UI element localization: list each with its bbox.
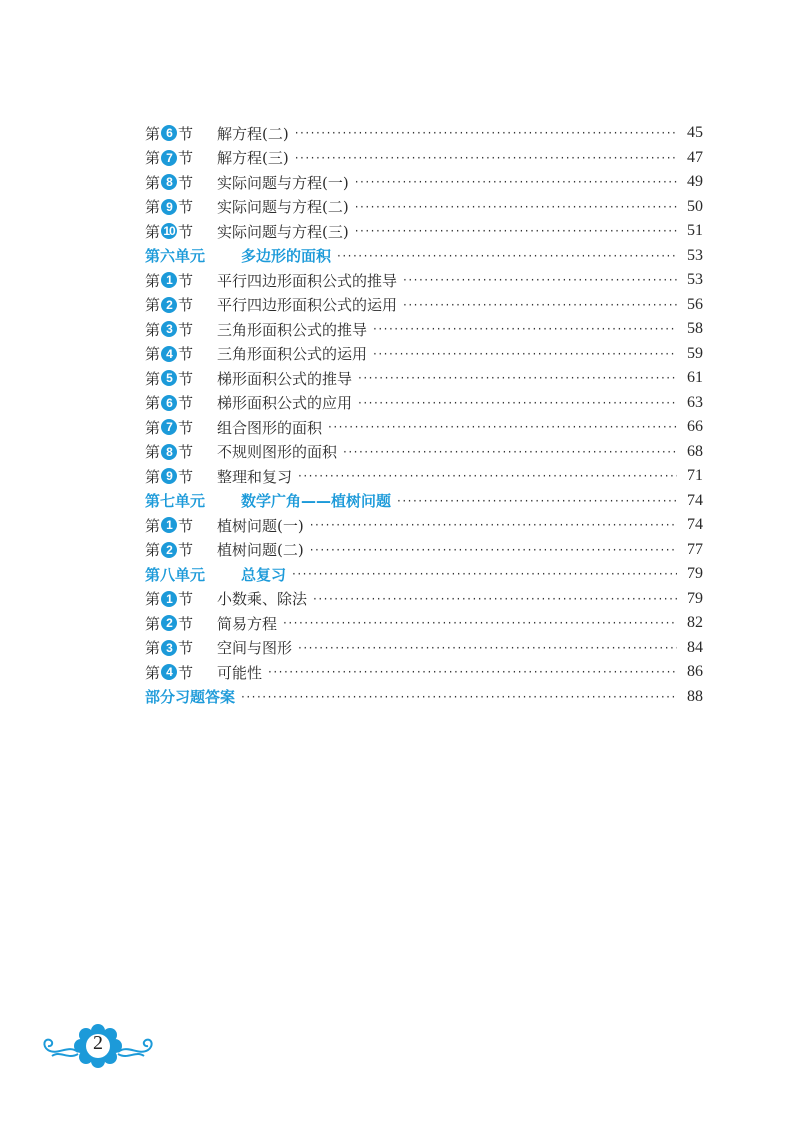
entry-title: 空间与图形: [217, 639, 293, 658]
section-label: [145, 147, 217, 168]
section-suffix: 节: [178, 516, 194, 535]
entry-page-number: 53: [687, 271, 703, 289]
section-suffix: 节: [178, 614, 194, 633]
entry-page-number: 50: [687, 197, 703, 215]
toc-unit-entry[interactable]: [145, 489, 703, 514]
section-number-badge: 9: [161, 199, 177, 215]
section-suffix: 节: [178, 124, 194, 143]
entry-title: 梯形面积公式的推导: [217, 369, 353, 388]
entry-page-number: 79: [687, 565, 703, 583]
section-suffix: 节: [178, 663, 194, 682]
entry-page-number: 58: [687, 320, 703, 338]
entry-page-number: 66: [687, 418, 703, 436]
toc-section-entry[interactable]: [145, 464, 703, 489]
entry-page-number: 56: [687, 295, 703, 313]
section-prefix: 第: [145, 590, 161, 609]
entry-page-number: 74: [687, 491, 703, 509]
toc-section-entry[interactable]: [145, 611, 703, 636]
dot-leader: [295, 151, 677, 165]
entry-title: 总复习: [241, 565, 287, 584]
entry-title: 实际问题与方程(二): [217, 198, 349, 217]
entry-page-number: 74: [687, 516, 703, 534]
entry-page-number: 84: [687, 638, 703, 656]
entry-page-number: 63: [687, 393, 703, 411]
section-suffix: 节: [178, 541, 194, 560]
section-prefix: 第: [145, 663, 161, 682]
section-label: [145, 368, 217, 389]
toc-section-entry[interactable]: [145, 342, 703, 367]
dot-leader: [313, 592, 677, 606]
section-suffix: 节: [178, 320, 194, 339]
entry-page-number: 59: [687, 344, 703, 362]
entry-title: 实际问题与方程(三): [217, 222, 349, 241]
section-suffix: 节: [178, 296, 194, 315]
dot-leader: [358, 396, 677, 410]
section-number-badge: 3: [161, 321, 177, 337]
section-prefix: 第: [145, 173, 161, 192]
dot-leader: [310, 518, 677, 532]
section-number-badge: 2: [161, 615, 177, 631]
dot-leader: [397, 494, 677, 508]
dot-leader: [358, 371, 677, 385]
entry-title: 三角形面积公式的推导: [217, 320, 368, 339]
toc-section-entry[interactable]: [145, 660, 703, 685]
toc-section-entry[interactable]: [145, 391, 703, 416]
entry-title: 植树问题(二): [217, 541, 304, 560]
section-label: [145, 392, 217, 413]
entry-title: 实际问题与方程(一): [217, 173, 349, 192]
section-label: [145, 221, 217, 242]
section-prefix: 第: [145, 124, 161, 143]
entry-page-number: 88: [687, 687, 703, 705]
section-prefix: 第: [145, 614, 161, 633]
section-label: [145, 588, 217, 609]
entry-page-number: 68: [687, 442, 703, 460]
toc-section-entry[interactable]: [145, 538, 703, 563]
entry-title: 平行四边形面积公式的运用: [217, 296, 398, 315]
section-prefix: 第: [145, 345, 161, 364]
section-label: [145, 515, 217, 536]
section-number-badge: 8: [161, 174, 177, 190]
dot-leader: [310, 543, 677, 557]
toc-section-entry[interactable]: [145, 121, 703, 146]
entry-title: 组合图形的面积: [217, 418, 323, 437]
section-number-badge: 6: [161, 395, 177, 411]
section-suffix: 节: [178, 173, 194, 192]
section-suffix: 节: [178, 222, 194, 241]
section-prefix: 第: [145, 467, 161, 486]
section-prefix: 第: [145, 418, 161, 437]
section-number-badge: 2: [161, 297, 177, 313]
section-label: [145, 123, 217, 144]
dot-leader: [403, 298, 677, 312]
section-number-badge: 4: [161, 346, 177, 362]
section-suffix: 节: [178, 639, 194, 658]
page-number: 2: [93, 1032, 103, 1054]
section-suffix: 节: [178, 443, 194, 462]
unit-label: 第七单元: [145, 492, 206, 511]
dot-leader: [298, 641, 677, 655]
section-number-badge: 4: [161, 664, 177, 680]
section-suffix: 节: [178, 149, 194, 168]
section-suffix: 节: [178, 369, 194, 388]
entry-title: 多边形的面积: [241, 247, 332, 266]
dot-leader: [355, 224, 677, 238]
dot-leader: [298, 469, 677, 483]
toc-section-entry[interactable]: [145, 268, 703, 293]
section-label: [145, 613, 217, 634]
section-prefix: 第: [145, 516, 161, 535]
section-number-badge: 1: [161, 591, 177, 607]
entry-page-number: 47: [687, 148, 703, 166]
entry-page-number: 79: [687, 589, 703, 607]
section-label: [145, 441, 217, 462]
section-suffix: 节: [178, 345, 194, 364]
entry-title: 部分习题答案: [145, 688, 236, 707]
section-label: [145, 662, 217, 683]
section-suffix: 节: [178, 418, 194, 437]
section-label: [145, 417, 217, 438]
toc-unit-entry[interactable]: [145, 562, 703, 587]
section-label: [145, 294, 217, 315]
entry-title: 解方程(二): [217, 124, 289, 143]
dot-leader: [373, 322, 677, 336]
toc-section-entry[interactable]: [145, 146, 703, 171]
entry-title: 植树问题(一): [217, 516, 304, 535]
toc-section-entry[interactable]: [145, 587, 703, 612]
dot-leader: [343, 445, 677, 459]
section-number-badge: 6: [161, 125, 177, 141]
unit-label: 第八单元: [145, 565, 206, 584]
section-number-badge: 7: [161, 150, 177, 166]
toc-section-entry[interactable]: [145, 170, 703, 195]
section-suffix: 节: [178, 271, 194, 290]
section-prefix: 第: [145, 149, 161, 168]
section-number-badge: 5: [161, 370, 177, 386]
dot-leader: [292, 567, 677, 581]
section-label: [145, 466, 217, 487]
dot-leader: [241, 690, 677, 704]
toc-section-entry[interactable]: [145, 195, 703, 220]
section-number-badge: 10: [161, 223, 177, 239]
section-number-badge: 1: [161, 517, 177, 533]
entry-page-number: 61: [687, 369, 703, 387]
toc-section-entry[interactable]: [145, 513, 703, 538]
section-prefix: 第: [145, 320, 161, 339]
section-number-badge: 7: [161, 419, 177, 435]
entry-title: 简易方程: [217, 614, 278, 633]
toc-unit-entry[interactable]: [145, 685, 703, 710]
toc-section-entry[interactable]: [145, 219, 703, 244]
entry-title: 平行四边形面积公式的推导: [217, 271, 398, 290]
entry-page-number: 51: [687, 222, 703, 240]
section-number-badge: 9: [161, 468, 177, 484]
dot-leader: [295, 126, 677, 140]
entry-page-number: 77: [687, 540, 703, 558]
entry-title: 整理和复习: [217, 467, 293, 486]
toc-section-entry[interactable]: [145, 440, 703, 465]
entry-page-number: 82: [687, 614, 703, 632]
entry-title: 不规则图形的面积: [217, 443, 338, 462]
entry-title: 梯形面积公式的应用: [217, 394, 353, 413]
entry-page-number: 86: [687, 663, 703, 681]
section-prefix: 第: [145, 296, 161, 315]
dot-leader: [355, 175, 677, 189]
section-number-badge: 8: [161, 444, 177, 460]
section-prefix: 第: [145, 369, 161, 388]
dot-leader: [373, 347, 677, 361]
entry-title: 小数乘、除法: [217, 590, 308, 609]
unit-label: 第六单元: [145, 247, 206, 266]
section-prefix: 第: [145, 639, 161, 658]
section-prefix: 第: [145, 198, 161, 217]
section-number-badge: 1: [161, 272, 177, 288]
section-prefix: 第: [145, 271, 161, 290]
entry-title: 数学广角——植树问题: [241, 492, 392, 511]
section-prefix: 第: [145, 443, 161, 462]
dot-leader: [355, 200, 677, 214]
section-prefix: 第: [145, 394, 161, 413]
entry-page-number: 49: [687, 173, 703, 191]
toc-section-entry[interactable]: [145, 415, 703, 440]
dot-leader: [403, 273, 677, 287]
dot-leader: [283, 616, 677, 630]
section-prefix: 第: [145, 222, 161, 241]
section-number-badge: 2: [161, 542, 177, 558]
section-label: [145, 637, 217, 658]
section-label: [145, 343, 217, 364]
entry-page-number: 71: [687, 467, 703, 485]
section-suffix: 节: [178, 467, 194, 486]
section-label: [145, 172, 217, 193]
section-label: [145, 270, 217, 291]
page-number-ornament: [38, 1020, 158, 1070]
section-suffix: 节: [178, 394, 194, 413]
section-label: [145, 319, 217, 340]
table-of-contents: [145, 121, 703, 709]
entry-page-number: 53: [687, 246, 703, 264]
toc-section-entry[interactable]: [145, 636, 703, 661]
toc-unit-entry[interactable]: [145, 244, 703, 269]
dot-leader: [337, 249, 677, 263]
section-suffix: 节: [178, 198, 194, 217]
entry-page-number: 45: [687, 124, 703, 142]
toc-section-entry[interactable]: [145, 293, 703, 318]
section-label: [145, 539, 217, 560]
toc-section-entry[interactable]: [145, 366, 703, 391]
entry-title: 解方程(三): [217, 149, 289, 168]
dot-leader: [328, 420, 677, 434]
entry-title: 三角形面积公式的运用: [217, 345, 368, 364]
dot-leader: [268, 665, 677, 679]
section-suffix: 节: [178, 590, 194, 609]
entry-title: 可能性: [217, 663, 263, 682]
section-label: [145, 196, 217, 217]
section-prefix: 第: [145, 541, 161, 560]
toc-section-entry[interactable]: [145, 317, 703, 342]
section-number-badge: 3: [161, 640, 177, 656]
